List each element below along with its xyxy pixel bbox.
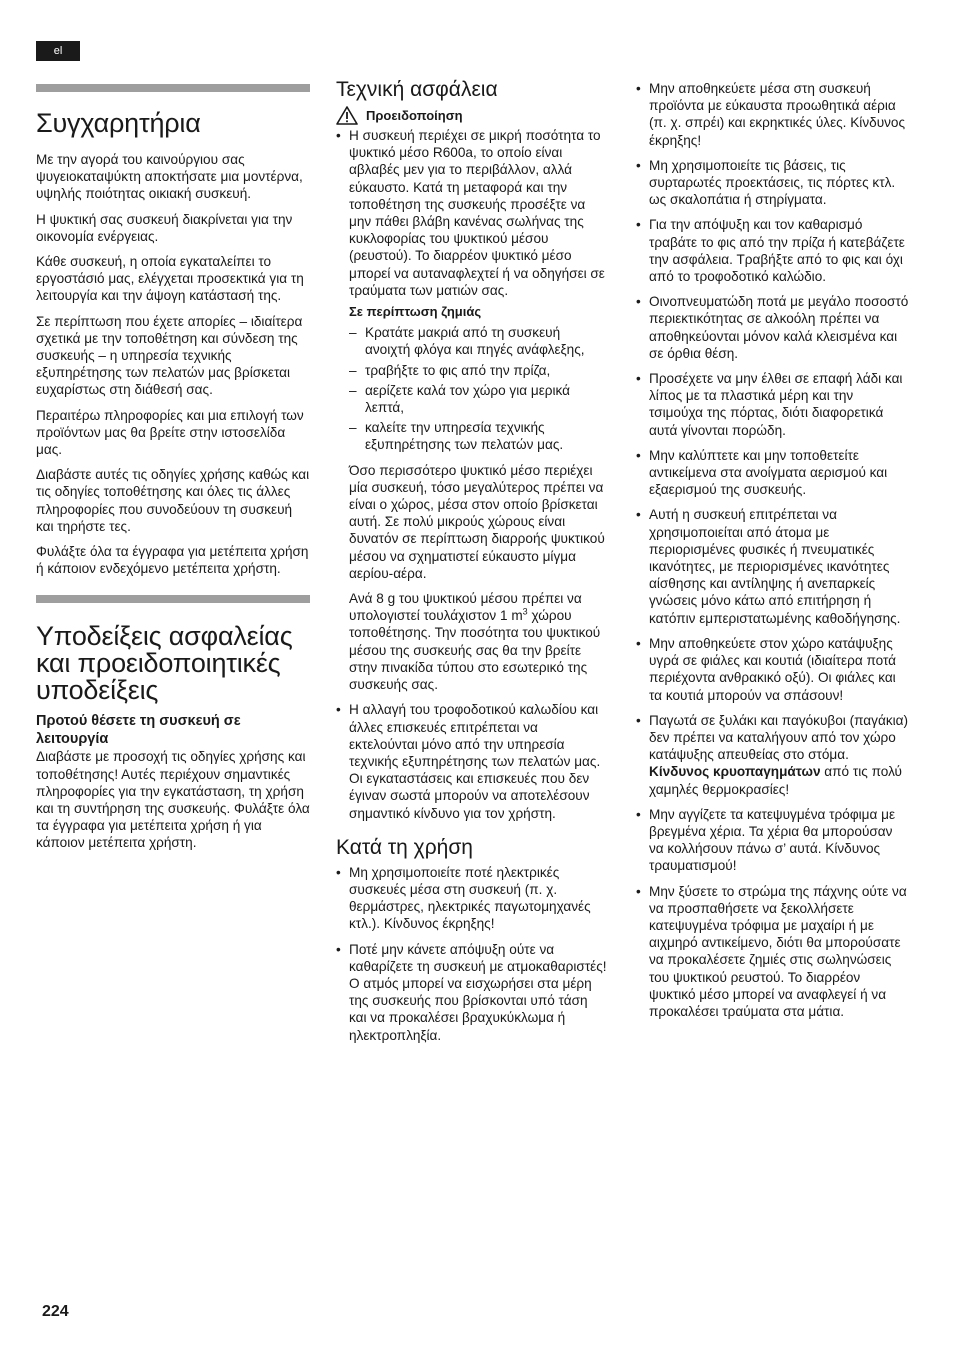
technical-safety-list <box>336 127 608 822</box>
list-item: – τραβήξτε το φις από την πρίζα, <box>349 362 608 379</box>
list-item: • Μην αγγίζετε τα κατεψυγμένα τρόφιμα με βρεγμένα χέρια. Τα χέρια θα μπορούσαν να κολλήσουν πάνω σ’ αυτά. Κίνδυνος τραυματισμού! <box>636 806 910 875</box>
list-item: • Μην αποθηκεύετε στον χώρο κατάψυξης υγρά σε φιάλες και κουτιά (ιδιαίτερα ποτά περιέχοντα ανθρακικό οξύ). Οι φιάλες και τα κουτιά μπορούν να σπάσουν! <box>636 635 910 704</box>
list-item: – αερίζετε καλά τον χώρο για μερικά λεπτά, <box>349 382 608 416</box>
during-use-list <box>336 864 608 1044</box>
intro-paragraph: Περαιτέρω πληροφορίες και μια επιλογή των προϊόντων μας θα βρείτε στην ιστοσελίδα μας. <box>36 407 304 458</box>
superscript: 3 <box>522 606 528 617</box>
list-item <box>336 127 608 693</box>
list-item: • Μη χρησιμοποιείτε τις βάσεις, τις συρταρωτές προεκτάσεις, τις πόρτες κτλ. ως σκαλοπάτια ή στηρίγματα. <box>636 157 910 209</box>
section-rule <box>36 84 310 92</box>
per-8g-text: Ανά 8 g του ψυκτικού μέσου πρέπει να υπολογιστεί τουλάχιστον 1 m <box>349 591 582 624</box>
intro-paragraph: Διαβάστε αυτές τις οδηγίες χρήσης καθώς και τις οδηγίες τοποθέτησης και όλες τις άλλες πληροφορίες που συνοδεύουν τη συσκευή και τηρήστε τες. <box>36 467 310 534</box>
ice-text: Παγωτά σε ξυλάκι και παγόκυβοι (παγάκια) δεν πρέπει να καταλήγουν από τον χώρο κατάψυξης απευθείας στο στόμα. <box>649 712 909 763</box>
list-item: • Προσέχετε να μην έλθει σε επαφή λάδι και λίπος με τα πλαστικά μέρη και την τσιμούχα της πόρτας, διότι διαφορετικά αυτά γίνονται πορώδη. <box>636 370 910 439</box>
before-use-paragraph: Διαβάστε με προσοχή τις οδηγίες χρήσης και τοποθέτησης! Αυτές περιέχουν σημαντικές πληροφορίες για την εγκατάσταση, τη χρήση και τη συντήρηση της συσκευής. Φυλάξτε όλα τα έγγραφα για μετέπειτα χρήση ή για κάποιον μετέπειτα χρήστη. <box>36 749 310 851</box>
column-technical-safety <box>336 78 608 1052</box>
list-item: – καλείτε την υπηρεσία τεχνικής εξυπηρέτησης των πελατών μας. <box>349 419 608 453</box>
subheading-before-use: Προτού θέσετε τη συσκευή σε λειτουργία <box>36 713 241 748</box>
list-item: • Μην ξύσετε το στρώμα της πάχνης ούτε να να προσπαθήσετε να ξεκολλήσετε κατεψυγμένα τρόφιμα με μαχαίρι ή με αιχμηρό αντικείμενο, διότι θα μπορούσατε να προκαλέσετε ζημιές στις σωληνώσεις του ψυκτικού ρευστού. Το διαρρέον ψυκτικό μέσο μπορεί να αναφλεγεί ή να προκαλέσει τραύματα στα μάτια. <box>636 883 910 1021</box>
language-badge: el <box>36 41 80 61</box>
list-item <box>636 712 910 798</box>
intro-paragraph: Φυλάξτε όλα τα έγγραφα για μετέπειτα χρήση ή κάποιον ενδεχόμενο μετέπειτα χρήστη. <box>36 544 309 577</box>
list-item: • Ποτέ μην κάνετε απόψυξη ούτε να καθαρίζετε τη συσκευή με ατμοκαθαριστές! Ο ατμός μπορεί να εισχωρήσει στα μέρη της συσκευής που βρίσκονται υπό τάση και να προκαλέσει βραχυκύκλωμα ή ηλεκτροπληξία. <box>336 941 608 1044</box>
per-8g-text-cont: χώρου τοποθέτησης. Την ποσότητα του ψυκτικού μέσου της συσκευής σας θα την βρείτε στην πινακίδα τύπου στο εσωτερικό της συσκευής σας. <box>349 608 601 693</box>
warning-label: Προειδοποίηση <box>366 107 463 123</box>
damage-steps-list <box>349 324 608 453</box>
room-size-paragraph: Όσο περισσότερο ψυκτικό μέσο περιέχει μία συσκευή, τόσο μεγαλύτερος πρέπει να είναι ο χώρος, μέσα στον οποίο βρίσκεται αυτή. Σε πολύ μικρούς χώρους είναι δυνατόν σε περίπτωση διαρροής ψυκτικού μέσου να σχηματιστεί εύκαυστο μίγμα αερίου-αέρα. <box>349 462 605 581</box>
list-item: • Μην αποθηκεύετε μέσα στη συσκευή προϊόντα με εύκαυστα προωθητικά αέρια (π. χ. σπρέι) και εκρηκτικές ύλες. Κίνδυνος έκρηξης! <box>636 80 910 149</box>
list-item: • Μη χρησιμοποιείτε ποτέ ηλεκτρικές συσκευές μέσα στη συσκευή (π. χ. θερμάστρες, ηλεκτρικές παγωτομηχανές κτλ.). Κίνδυνος έκρηξης! <box>336 864 608 933</box>
heading-technical-safety: Τεχνική ασφάλεια <box>336 78 498 101</box>
list-item: • Μην καλύπτετε και μην τοποθετείτε αντικείμενα στα ανοίγματα αερισμού και εξαερισμού της συσκευής. <box>636 447 910 499</box>
intro-paragraph: Κάθε συσκευή, η οποία εγκαταλείπει το εργοστάσιό μας, ελέγχεται προσεκτικά για τη λειτουργία και την άψογη κατάστασή της. <box>36 254 304 304</box>
usage-warnings-list <box>636 80 910 1020</box>
warning-triangle-icon <box>336 106 358 125</box>
warning-line <box>336 106 608 125</box>
intro-paragraph: Η ψυκτική σας συσκευή διακρίνεται για την οικονομία ενέργειας. <box>36 211 293 244</box>
refrigerant-text: Η συσκευή περιέχει σε μικρή ποσότητα το ψυκτικό μέσο R600a, το οποίο είναι αβλαβές μεν για το περιβάλλον, αλλά εύκαυστο. Κατά τη μεταφορά και την τοποθέτηση της συσκευής προσέξτε να μην πάθει βλάβη κανένας σωλήνας της κυκλοφορίας του ψυκτικού μέσου (ρευστού). Το διαρρέον ψυκτικό μέσο μπορεί να αυταναφλεχτεί ή να οδηγήσει σε τραύματα των ματιών σας. <box>349 128 605 298</box>
list-item: – Κρατάτε μακριά από τη συσκευή ανοιχτή φλόγα και πηγές ανάφλεξης, <box>349 324 608 358</box>
frostbite-warning: Κίνδυνος κρυοπαγημάτων <box>649 764 821 780</box>
heading-safety: Υποδείξεις ασφαλείας και προειδοποιητικές υποδείξεις <box>36 621 293 706</box>
page-number: 224 <box>42 1303 69 1320</box>
ice-text-cont: από τις πολύ χαμηλές θερμοκρασίες! <box>649 764 902 797</box>
list-item: • Η αλλαγή του τροφοδοτικού καλωδίου και άλλες επισκευές επιτρέπεται να εκτελούνται μόνο από την υπηρεσία τεχνικής εξυπηρέτησης των πελατών μας. Οι εγκαταστάσεις και επισκευές που δεν έγιναν σωστά μπορούν να αποτελέσουν σημαντικό κίνδυνο για τον χρήστη. <box>336 701 608 821</box>
intro-paragraph: Σε περίπτωση που έχετε απορίες – ιδιαίτερα σχετικά με την τοποθέτηση και σύνδεση της συσκευής – η υπηρεσία τεχνικής εξυπηρέτησης των πελατών μας βρίσκεται ευχαρίστως στη διάθεσή σας. <box>36 313 303 398</box>
list-item: • Αυτή η συσκευή επιτρέπεται να χρησιμοποιείται από άτομα με περιορισμένες φυσικές ή πνευματικές ικανότητες, με περιορισμένες ικανότητες αίσθησης και αντίληψης ή ανεπαρκείς γνώσεις μόνο κάτω από επιτήρηση ή κατόπιν εμπεριστατωμένης καθοδήγησης. <box>636 506 910 626</box>
damage-heading: Σε περίπτωση ζημιάς <box>349 304 482 320</box>
heading-congratulations: Συγχαρητήρια <box>36 108 201 138</box>
list-item: • Οινοπνευματώδη ποτά με μεγάλο ποσοστό περιεκτικότητας σε αλκοόλη πρέπει να αποθηκεύονται μόνον καλά κλεισμένα και σε όρθια θέση. <box>636 293 910 362</box>
list-item: • Για την απόψυξη και τον καθαρισμό τραβάτε το φις από την πρίζα ή κατεβάζετε την ασφάλεια. Τραβήξτε από το φις και όχι από το τροφοδοτικό καλώδιο. <box>636 216 910 285</box>
heading-during-use: Κατά τη χρήση <box>336 835 473 859</box>
per-8g-paragraph <box>349 590 608 693</box>
intro-paragraph: Με την αγορά του καινούργιου σας ψυγειοκαταψύκτη αποκτήσατε μια μοντέρνα, υψηλής ποιότητας οικιακή συσκευή. <box>36 152 303 202</box>
column-intro <box>36 84 310 860</box>
section-rule <box>36 595 310 603</box>
column-usage-warnings <box>636 80 910 1028</box>
